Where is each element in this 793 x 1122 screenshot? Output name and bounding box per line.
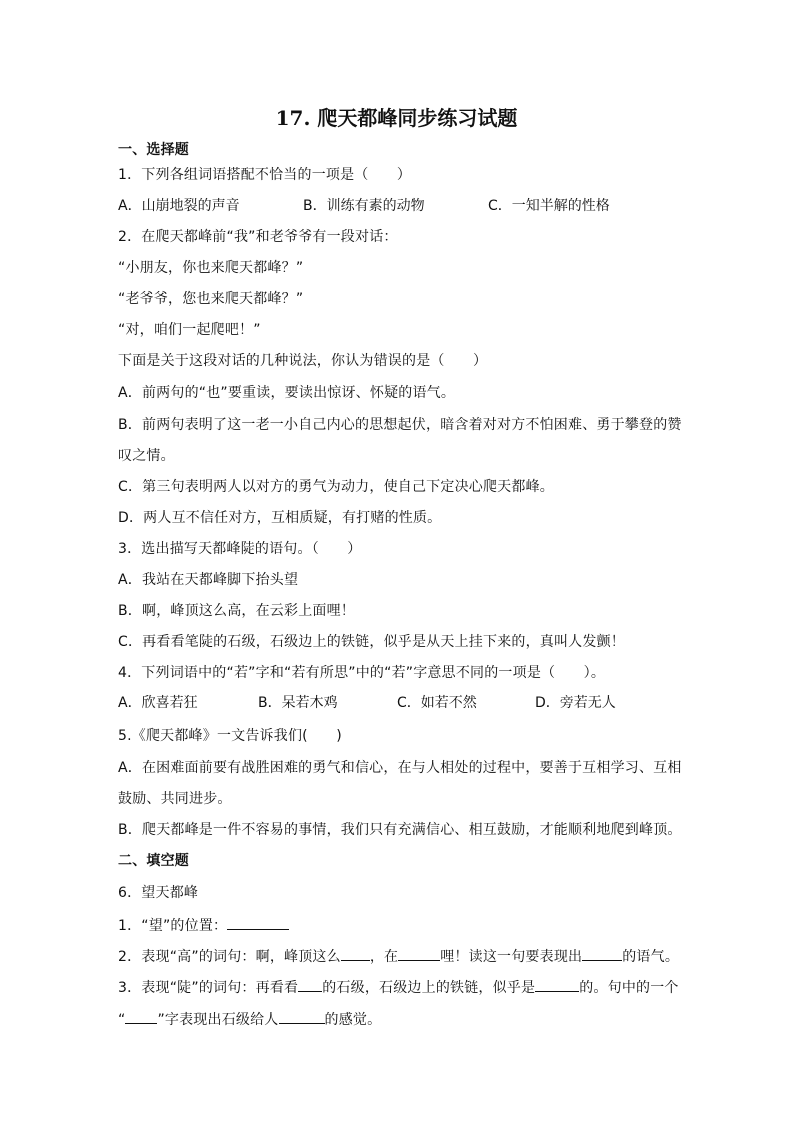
- question-1-stem: 1．下列各组词语搭配不恰当的一项是（ ）: [118, 167, 412, 183]
- answer-blank[interactable]: [279, 1009, 325, 1024]
- question-4-stem: 4．下列词语中的“若”字和“若有所思”中的“若”字意思不同的一项是（ ）。: [118, 665, 606, 681]
- fill-item-2-text-b: ，在: [369, 949, 399, 965]
- fill-item-3-text-d: “: [118, 1012, 126, 1028]
- question-4-option-d: D．旁若无人: [535, 695, 616, 711]
- fill-item-1: [118, 915, 289, 935]
- question-5-stem: 5.《爬天都峰》一文告诉我们( ): [118, 728, 342, 744]
- answer-blank[interactable]: [298, 977, 322, 992]
- answer-blank[interactable]: [125, 1009, 157, 1024]
- fill-item-3-text-c: 的。句中的一个: [579, 980, 679, 996]
- answer-blank[interactable]: [227, 915, 289, 930]
- question-4-option-a: A．欣喜若狂: [118, 695, 198, 711]
- fill-item-2-text-a: 2．表现“高”的词句：啊，峰顶这么: [118, 949, 341, 965]
- fill-item-3-text-e: ”字表现出石级给人: [157, 1012, 279, 1028]
- fill-item-2-text-d: 的语气。: [622, 949, 680, 965]
- question-1-option-b: B．训练有素的动物: [303, 198, 425, 214]
- fill-item-2-text-c: 哩！读这一句要表现出: [440, 949, 583, 965]
- question-5-option-a: A．在困难面前要有战胜困难的勇气和信心，在与人相处的过程中，要善于互相学习、互相: [118, 760, 682, 776]
- question-3-option-a: A．我站在天都峰脚下抬头望: [118, 572, 299, 588]
- fill-item-3-text-b: 的石级，石级边上的铁链，似乎是: [322, 980, 536, 996]
- answer-blank[interactable]: [582, 946, 622, 961]
- question-2-stem: 2．在爬天都峰前“我”和老爷爷有一段对话：: [118, 229, 398, 245]
- question-6-stem: 6．望天都峰: [118, 885, 199, 901]
- question-5-option-a-cont: 鼓励、共同进步。: [118, 791, 232, 807]
- question-5-option-b: B．爬天都峰是一件不容易的事情，我们只有充满信心、相互鼓励，才能顺利地爬到峰顶。: [118, 822, 682, 838]
- answer-blank[interactable]: [341, 946, 370, 961]
- question-1-option-a: A．山崩地裂的声音: [118, 198, 240, 214]
- dialogue-line-2: “老爷爷，您也来爬天都峰？”: [118, 291, 304, 307]
- fill-item-3-text-a: 3．表现“陡”的词句：再看看: [118, 980, 299, 996]
- page-title: 17. 爬天都峰同步练习试题: [275, 106, 518, 130]
- question-1-option-c: C．一知半解的性格: [488, 198, 610, 214]
- question-3-option-c: C．再看看笔陡的石级，石级边上的铁链，似乎是从天上挂下来的，真叫人发颤！: [118, 634, 625, 650]
- question-2-option-d: D．两人互不信任对方，互相质疑，有打赌的性质。: [118, 510, 442, 526]
- question-2-option-b-cont: 叹之情。: [118, 448, 175, 464]
- question-3-option-b: B．啊，峰顶这么高，在云彩上面哩！: [118, 603, 356, 619]
- fill-item-2: [118, 946, 679, 966]
- question-4-option-b: B．呆若木鸡: [258, 695, 338, 711]
- question-3-stem: 3．选出描写天都峰陡的语句。（ ）: [118, 541, 362, 557]
- question-2-option-c: C．第三句表明两人以对方的勇气为动力，使自己下定决心爬天都峰。: [118, 479, 554, 495]
- question-4-option-c: C．如若不然: [397, 695, 477, 711]
- fill-item-3: [118, 977, 679, 997]
- section-heading-choice: 一、选择题: [118, 142, 189, 158]
- answer-blank[interactable]: [535, 977, 579, 992]
- dialogue-line-1: “小朋友，你也来爬天都峰？”: [118, 260, 304, 276]
- fill-item-3-text-f: 的感觉。: [324, 1012, 382, 1028]
- fill-item-3-cont: [118, 1009, 381, 1029]
- fill-item-1-text: 1．“望”的位置：: [118, 918, 228, 934]
- dialogue-line-3: “对，咱们一起爬吧！”: [118, 322, 261, 338]
- question-2-prompt: 下面是关于这段对话的几种说法，你认为错误的是（ ）: [118, 353, 488, 369]
- section-heading-fill: 二、填空题: [118, 853, 189, 869]
- answer-blank[interactable]: [398, 946, 440, 961]
- question-2-option-b: B．前两句表明了这一老一小自己内心的思想起伏，暗含着对对方不怕困难、勇于攀登的赞: [118, 417, 682, 433]
- question-2-option-a: A．前两句的“也”要重读，要读出惊讶、怀疑的语气。: [118, 385, 456, 401]
